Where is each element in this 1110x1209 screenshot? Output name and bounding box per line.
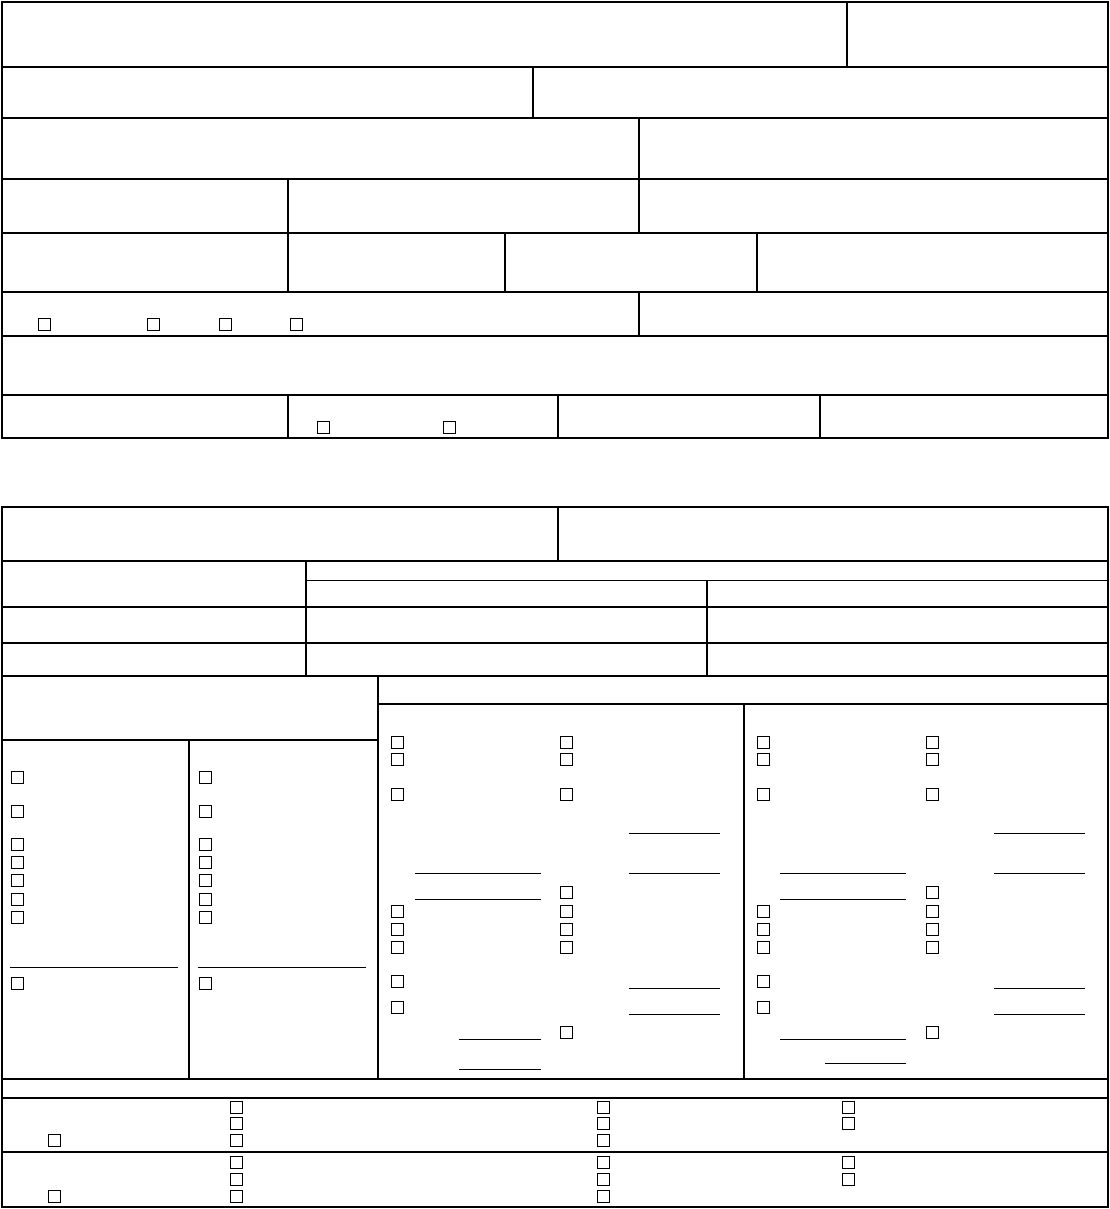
- checkbox[interactable]: [199, 874, 212, 887]
- checkbox[interactable]: [11, 856, 24, 869]
- checkbox[interactable]: [597, 1101, 610, 1114]
- rule: [1, 437, 1109, 439]
- checkbox[interactable]: [391, 788, 404, 801]
- checkbox[interactable]: [317, 421, 330, 434]
- checkbox[interactable]: [199, 977, 212, 990]
- checkbox[interactable]: [230, 1190, 243, 1203]
- checkbox[interactable]: [391, 753, 404, 766]
- checkbox[interactable]: [48, 1190, 61, 1203]
- checkbox[interactable]: [391, 736, 404, 749]
- rule: [1, 1078, 1109, 1080]
- checkbox[interactable]: [560, 905, 573, 918]
- checkbox[interactable]: [926, 1026, 939, 1039]
- blank-line[interactable]: [780, 899, 906, 900]
- checkbox[interactable]: [842, 1156, 855, 1169]
- rule: [557, 394, 559, 438]
- blank-line[interactable]: [10, 967, 178, 968]
- checkbox[interactable]: [11, 874, 24, 887]
- rule: [706, 580, 708, 676]
- checkbox[interactable]: [199, 771, 212, 784]
- checkbox[interactable]: [391, 941, 404, 954]
- blank-line[interactable]: [415, 873, 541, 874]
- checkbox[interactable]: [597, 1134, 610, 1147]
- blank-line[interactable]: [415, 899, 541, 900]
- checkbox[interactable]: [38, 318, 51, 331]
- checkbox[interactable]: [926, 886, 939, 899]
- checkbox[interactable]: [560, 736, 573, 749]
- checkbox[interactable]: [147, 318, 160, 331]
- blank-line[interactable]: [629, 988, 720, 989]
- checkbox[interactable]: [926, 788, 939, 801]
- rule: [1, 642, 1109, 644]
- rule: [638, 291, 640, 336]
- rule: [305, 560, 307, 676]
- checkbox[interactable]: [842, 1117, 855, 1130]
- blank-line[interactable]: [629, 833, 720, 834]
- rule: [1, 606, 1109, 608]
- checkbox[interactable]: [842, 1101, 855, 1114]
- rule: [1, 675, 1109, 677]
- rule: [1, 1151, 1109, 1153]
- rule: [743, 703, 745, 1080]
- rule: [1, 178, 1109, 180]
- rule: [287, 232, 289, 292]
- rule: [1, 335, 1109, 337]
- blank-line[interactable]: [629, 1014, 720, 1015]
- checkbox[interactable]: [199, 856, 212, 869]
- rule: [1, 117, 1109, 119]
- checkbox[interactable]: [48, 1134, 61, 1147]
- blank-line[interactable]: [994, 833, 1085, 834]
- checkbox[interactable]: [11, 838, 24, 851]
- blank-line[interactable]: [780, 873, 906, 874]
- checkbox[interactable]: [926, 905, 939, 918]
- rule: [1, 1, 1109, 3]
- rule: [638, 178, 640, 233]
- rule: [1, 291, 1109, 293]
- checkbox[interactable]: [199, 805, 212, 818]
- checkbox[interactable]: [391, 923, 404, 936]
- checkbox[interactable]: [926, 923, 939, 936]
- rule: [1, 66, 1109, 68]
- checkbox[interactable]: [230, 1156, 243, 1169]
- rule: [1, 506, 1109, 508]
- rule: [377, 675, 379, 1080]
- rule: [1, 232, 1109, 234]
- checkbox[interactable]: [926, 753, 939, 766]
- checkbox[interactable]: [597, 1156, 610, 1169]
- checkbox[interactable]: [597, 1190, 610, 1203]
- checkbox[interactable]: [757, 905, 770, 918]
- blank-line[interactable]: [825, 1063, 906, 1064]
- blank-line[interactable]: [994, 988, 1085, 989]
- checkbox[interactable]: [560, 753, 573, 766]
- blank-line[interactable]: [459, 1069, 541, 1070]
- rule: [1, 739, 379, 741]
- rule: [756, 232, 758, 292]
- checkbox[interactable]: [560, 886, 573, 899]
- checkbox[interactable]: [926, 941, 939, 954]
- checkbox[interactable]: [11, 771, 24, 784]
- rule: [846, 1, 848, 67]
- blank-line[interactable]: [780, 1039, 906, 1040]
- rule: [1, 1097, 1109, 1099]
- checkbox[interactable]: [597, 1173, 610, 1186]
- checkbox[interactable]: [757, 1001, 770, 1014]
- checkbox[interactable]: [443, 421, 456, 434]
- checkbox[interactable]: [219, 318, 232, 331]
- checkbox[interactable]: [199, 893, 212, 906]
- rule: [1107, 506, 1109, 1208]
- checkbox[interactable]: [230, 1134, 243, 1147]
- blank-line[interactable]: [629, 873, 720, 874]
- checkbox[interactable]: [11, 805, 24, 818]
- rule: [819, 394, 821, 438]
- blank-line[interactable]: [994, 873, 1085, 874]
- checkbox[interactable]: [757, 975, 770, 988]
- checkbox[interactable]: [391, 975, 404, 988]
- checkbox[interactable]: [11, 911, 24, 924]
- blank-line[interactable]: [459, 1039, 541, 1040]
- checkbox[interactable]: [290, 318, 303, 331]
- rule: [287, 394, 289, 438]
- checkbox[interactable]: [391, 905, 404, 918]
- blank-line[interactable]: [994, 1014, 1085, 1015]
- checkbox[interactable]: [391, 1001, 404, 1014]
- blank-line[interactable]: [198, 967, 366, 968]
- checkbox[interactable]: [199, 838, 212, 851]
- rule: [1, 394, 1109, 396]
- checkbox[interactable]: [230, 1173, 243, 1186]
- checkbox[interactable]: [560, 788, 573, 801]
- checkbox[interactable]: [757, 941, 770, 954]
- checkbox[interactable]: [757, 736, 770, 749]
- rule: [1, 506, 3, 1208]
- rule: [1, 1206, 1109, 1208]
- checkbox[interactable]: [230, 1101, 243, 1114]
- checkbox[interactable]: [757, 788, 770, 801]
- checkbox[interactable]: [199, 911, 212, 924]
- checkbox[interactable]: [560, 923, 573, 936]
- checkbox[interactable]: [597, 1117, 610, 1130]
- checkbox[interactable]: [842, 1173, 855, 1186]
- rule: [287, 178, 289, 233]
- checkbox[interactable]: [230, 1117, 243, 1130]
- rule: [557, 506, 559, 562]
- checkbox[interactable]: [11, 977, 24, 990]
- checkbox[interactable]: [560, 941, 573, 954]
- checkbox[interactable]: [11, 893, 24, 906]
- rule: [504, 232, 506, 292]
- rule: [532, 66, 534, 118]
- rule: [1, 560, 1109, 562]
- rule: [188, 739, 190, 1080]
- checkbox[interactable]: [757, 753, 770, 766]
- checkbox[interactable]: [560, 1026, 573, 1039]
- rule: [638, 117, 640, 179]
- checkbox[interactable]: [757, 923, 770, 936]
- checkbox[interactable]: [926, 736, 939, 749]
